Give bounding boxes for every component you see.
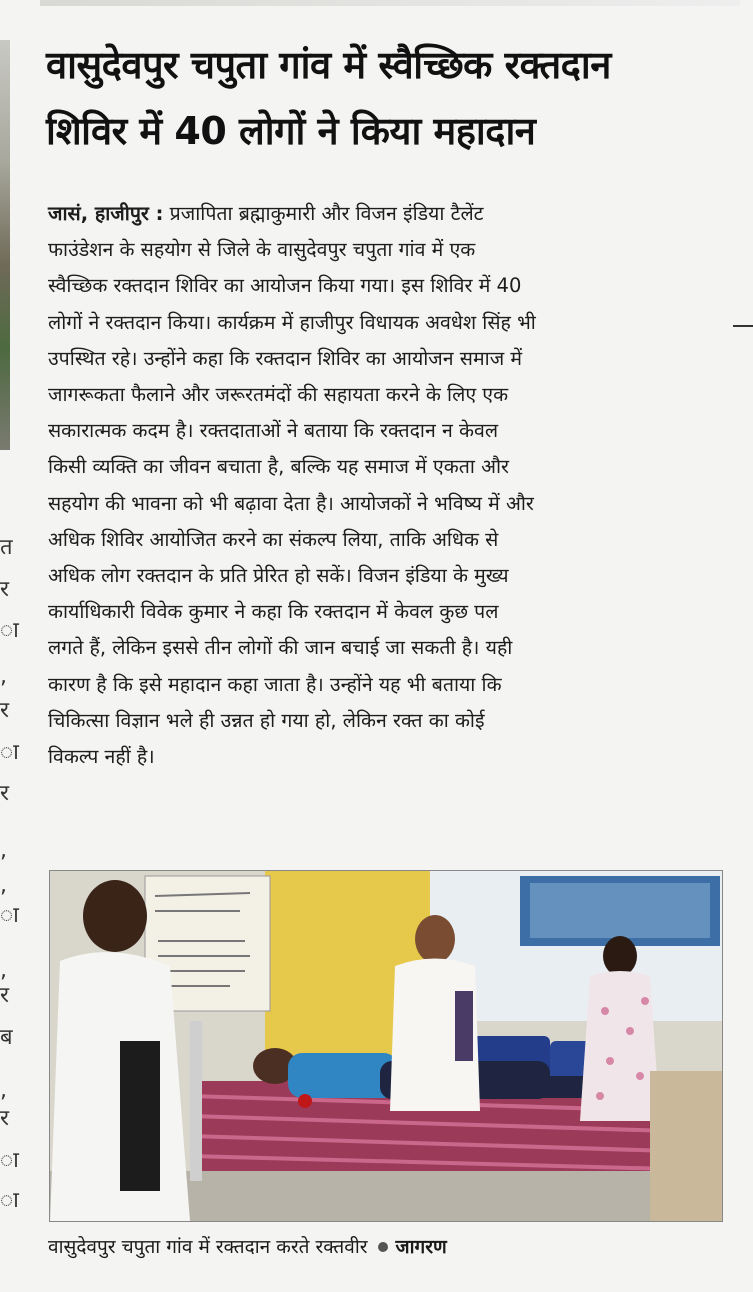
fragment-glyph: ा xyxy=(0,903,19,928)
fragment-glyph: र xyxy=(0,577,9,602)
visitor-folder xyxy=(455,991,473,1061)
staff-dark-sleeve xyxy=(120,1041,160,1191)
fragment-glyph: ब xyxy=(0,1025,13,1050)
body-line: फाउंडेशन के सहयोग से जिले के वासुदेवपुर चपुता गांव में एक xyxy=(48,238,476,262)
fragment-glyph: ा xyxy=(0,1148,19,1173)
blood-donation-scene xyxy=(50,871,722,1221)
body-line: किसी व्यक्ति का जीवन बचाता है, बल्कि यह समाज में एकता और xyxy=(48,455,510,479)
fragment-glyph: ा xyxy=(0,1188,19,1213)
fragment-glyph: र xyxy=(0,698,9,723)
article-body xyxy=(48,196,738,775)
body-line: अधिक शिविर आयोजित करने का संकल्प लिया, ताकि अधिक से xyxy=(48,527,499,551)
body-line: कारण है कि इसे महादान कहा जाता है। उन्होंने यह भी बताया कि xyxy=(48,672,502,696)
volunteer-head xyxy=(603,936,637,976)
headline-line: वासुदेवपुर चपुता गांव में स्वैच्छिक रक्तदान xyxy=(46,43,611,87)
adjacent-photo-edge xyxy=(0,40,10,450)
bullet-dot xyxy=(378,1242,388,1252)
fragment-glyph: , xyxy=(0,1078,7,1103)
fragment-glyph: र xyxy=(0,1106,9,1131)
top-rule xyxy=(40,0,740,6)
fragment-glyph: , xyxy=(0,873,7,898)
body-line-text: प्रजापिता ब्रह्माकुमारी और विजन इंडिया टैलेंट xyxy=(169,202,484,225)
fragment-glyph: , xyxy=(0,838,7,863)
body-line: लगते हैं, लेकिन इससे तीन लोगों की जान बचाई जा सकती है। यही xyxy=(48,636,513,660)
body-line: जागरूकता फैलाने और जरूरतमंदों की सहायता करने के लिए एक xyxy=(48,383,509,407)
body-line: सकारात्मक कदम है। रक्तदाताओं ने बताया कि रक्तदान न केवल xyxy=(48,419,499,443)
cardboard-boxes xyxy=(650,1071,722,1221)
body-line: अधिक लोग रक्तदान के प्रति प्रेरित हो सकें। विजन इंडिया के मुख्य xyxy=(48,564,509,588)
banner-sky xyxy=(530,883,710,938)
bed-frame xyxy=(190,1021,202,1181)
body-line xyxy=(48,196,738,232)
visitor-head xyxy=(415,915,455,963)
staff-head xyxy=(83,880,147,952)
headline-line: शिविर में 40 लोगों ने किया महादान xyxy=(46,109,536,153)
fragment-glyph: र xyxy=(0,983,9,1008)
caption-text: वासुदेवपुर चपुता गांव में रक्तदान करते रक्तवीर xyxy=(48,1236,368,1258)
dateline: जासं, हाजीपुर : xyxy=(48,202,164,225)
body-line: उपस्थित रहे। उन्होंने कहा कि रक्तदान शिविर का आयोजन समाज में xyxy=(48,346,523,370)
fragment-glyph: , xyxy=(0,958,7,983)
donor-legs xyxy=(530,1076,590,1098)
blood-ball xyxy=(298,1094,312,1108)
article-headline xyxy=(46,32,736,164)
fragment-glyph: र xyxy=(0,781,9,806)
body-line: लोगों ने रक्तदान किया। कार्यक्रम में हाजीपुर विधायक अवधेश सिंह भी xyxy=(48,310,536,334)
photo-caption xyxy=(48,1232,738,1262)
article-photo xyxy=(49,870,723,1222)
body-line: स्वैच्छिक रक्तदान शिविर का आयोजन किया गया। इस शिविर में 40 xyxy=(48,274,522,298)
fragment-glyph: , xyxy=(0,664,7,689)
body-line: सहयोग की भावना को भी बढ़ावा देता है। आयोजकों ने भविष्य में और xyxy=(48,491,534,515)
body-line: कार्याधिकारी विवेक कुमार ने कहा कि रक्तदान में केवल कुछ पल xyxy=(48,600,499,624)
fragment-glyph: ा xyxy=(0,740,19,765)
body-line: विकल्प नहीं है। xyxy=(48,745,155,769)
fragment-glyph: त xyxy=(0,535,13,560)
volunteer-dress xyxy=(580,971,660,1121)
photo-credit: जागरण xyxy=(395,1236,447,1258)
body-line: चिकित्सा विज्ञान भले ही उन्नत हो गया हो, लेकिन रक्त का कोई xyxy=(48,708,485,732)
fragment-glyph: ा xyxy=(0,618,19,643)
